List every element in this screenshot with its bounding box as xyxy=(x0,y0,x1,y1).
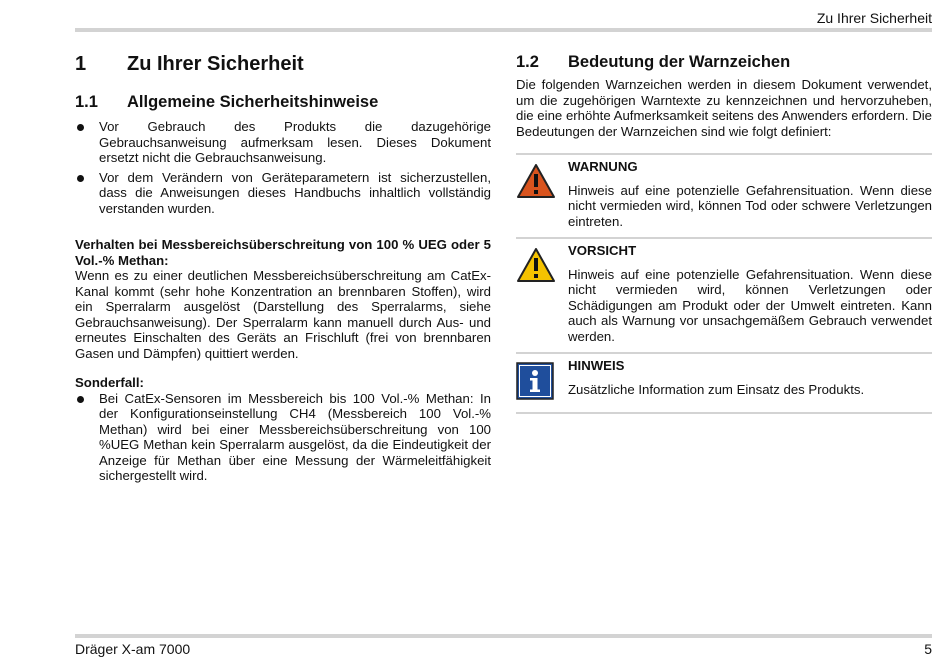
chapter-title: Zu Ihrer Sicherheit xyxy=(127,53,304,75)
bullet-icon xyxy=(77,175,84,182)
special-case-heading: Sonderfall: xyxy=(75,375,144,390)
footer-product-name: Dräger X-am 7000 xyxy=(75,641,191,657)
caution-block xyxy=(516,239,932,352)
list-item xyxy=(75,170,491,217)
list-item xyxy=(75,119,491,166)
bullet-icon xyxy=(77,124,84,131)
warning-triangle-icon xyxy=(516,159,568,229)
note-block xyxy=(516,354,932,412)
section-number: 1.2 xyxy=(516,53,539,71)
caution-title: VORSICHT xyxy=(568,243,637,258)
special-case-list xyxy=(75,391,491,484)
list-item-text: Bei CatEx-Sensoren im Messbereich bis 100 Vol.-% Methan: In der Konfigurationseinstellung CH4 (Messbereich 100 Vol.-% Methan) wird bei einer Messbereichsüberschreitung von 100 %UEG Methan kein Sperralarm ausgelöst, da die Eindeutigkeit der Anzeige für Methan über eine Messung der Wärmeleitfähigkeit sichergestellt wird. xyxy=(99,390,491,483)
list-item xyxy=(75,391,491,484)
warning-title: WARNUNG xyxy=(568,159,638,174)
right-column xyxy=(516,52,932,414)
footer-rule xyxy=(75,634,932,638)
header-rule xyxy=(75,28,932,32)
note-title: HINWEIS xyxy=(568,358,625,373)
info-icon xyxy=(516,358,568,404)
caution-triangle-icon xyxy=(516,243,568,344)
section-heading-1-1 xyxy=(75,92,491,112)
chapter-heading xyxy=(75,52,491,76)
section-heading-1-2 xyxy=(516,52,932,72)
divider xyxy=(516,412,932,414)
section-number: 1.1 xyxy=(75,93,98,111)
list-item-text: Vor Gebrauch des Produkts die dazugehörige Gebrauchsanweisung aufmerksam lesen. Dieses Dokument ersetzt nicht die Gebrauchsanweisung. xyxy=(99,119,491,165)
warning-block xyxy=(516,155,932,237)
chapter-number: 1 xyxy=(75,53,87,75)
left-column xyxy=(75,52,491,488)
list-item-text: Vor dem Verändern von Geräteparametern ist sicherzustellen, dass die Anweisungen dieses Handbuchs inhaltlich vollständig verstanden wurden. xyxy=(99,169,491,216)
bullet-icon xyxy=(77,396,84,403)
section-title: Bedeutung der Warnzeichen xyxy=(568,53,791,71)
page-number: 5 xyxy=(924,641,932,657)
safety-bullet-list xyxy=(75,119,491,216)
section-title: Allgemeine Sicherheitshinweise xyxy=(127,93,379,111)
warnings-intro: Die folgenden Warnzeichen werden in diesem Dokument verwendet, um die zugehörigen Warntexte zu kennzeichnen und hervorzuheben, die eine erhöhte Aufmerksamkeit seitens des Anwenders erfordern. Die Bedeutungen der Warnzeichen sind wie folgt definiert: xyxy=(516,77,932,139)
overrange-heading: Verhalten bei Messbereichsüberschreitung von 100 % UEG oder 5 Vol.-% Methan: xyxy=(75,237,491,268)
caution-text: Hinweis auf eine potenzielle Gefahrensituation. Wenn diese nicht vermieden wird, können Verletzungen oder Schädigungen am Produkt oder der Umwelt eintreten. Kann auch als Warnung vor unsachgemäßem Gebrauch verwendet werden. xyxy=(568,266,932,344)
warning-text: Hinweis auf eine potenzielle Gefahrensituation. Wenn diese nicht vermieden wird, können Tod oder schwere Verletzungen eintreten. xyxy=(568,182,932,229)
note-text: Zusätzliche Information zum Einsatz des Produkts. xyxy=(568,381,865,397)
overrange-text: Wenn es zu einer deutlichen Messbereichsüberschreitung am CatEx-Kanal kommt (sehr hohe Konzentration an brennbaren Stoffen), wird ein Sperralarm ausgelöst (Darstellung des Sperralarms, siehe Gebrauchsanweisung). Der Sperralarm kann manuell durch Aus- und erneutes Einschalten des Geräts an Frischluft (frei von brennbaren Gasen und Dämpfen) quittiert werden. xyxy=(75,268,491,361)
running-header: Zu Ihrer Sicherheit xyxy=(816,10,932,26)
